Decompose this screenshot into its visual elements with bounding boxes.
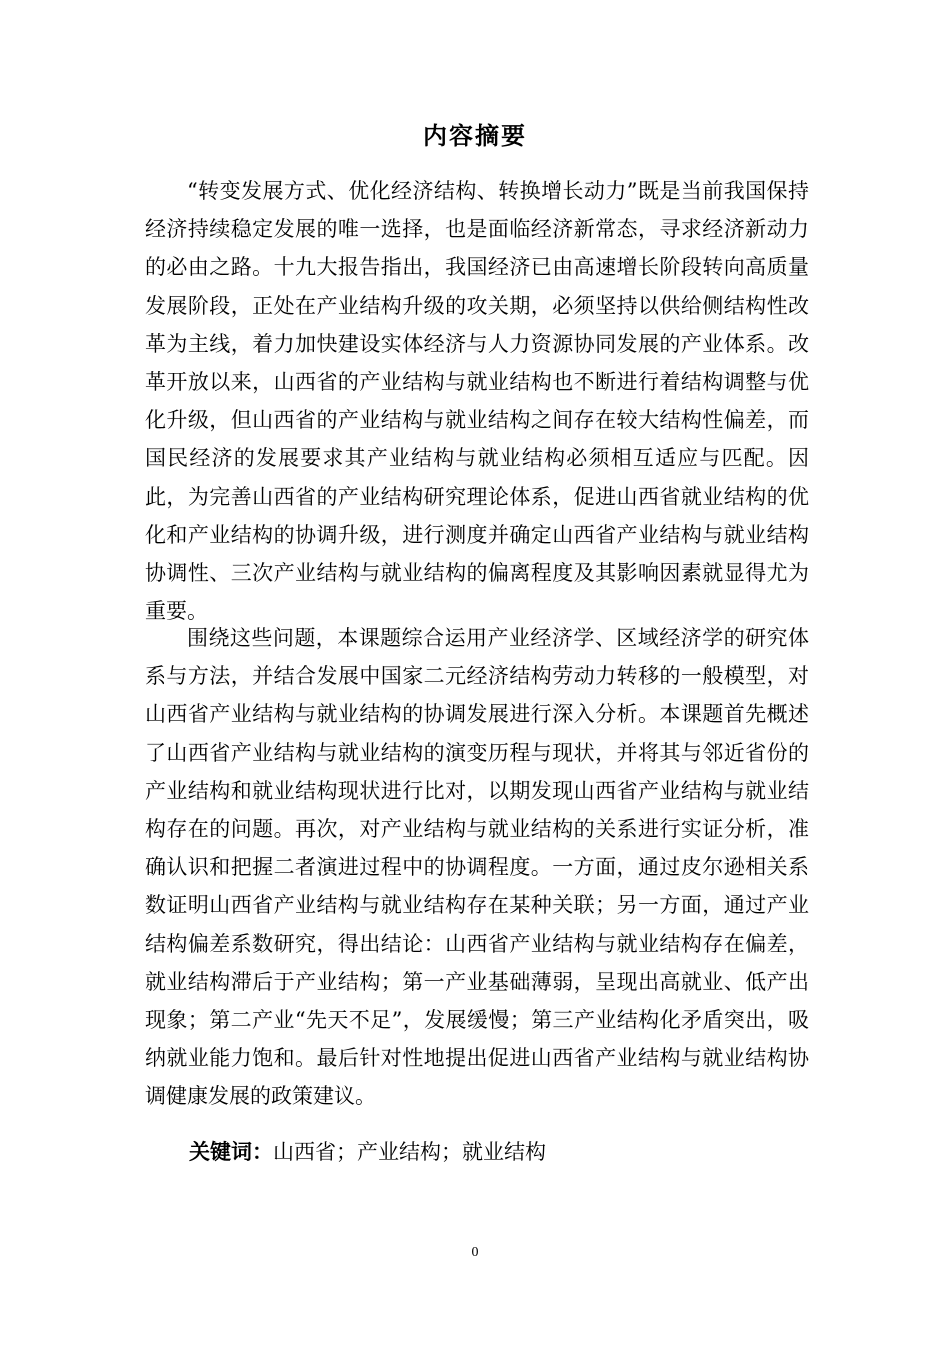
- abstract-paragraph-2: 围绕这些问题，本课题综合运用产业经济学、区域经济学的研究体系与方法，并结合发展中国家二元经济结构劳动力转移的一般模型，对山西省产业结构与就业结构的协调发展进行深入分析。本课题首先概述了山西省产业结构与就业结构的演变历程与现状，并将其与邻近省份的产业结构和就业结构现状进行比对，以期发现山西省产业结构与就业结构存在的问题。再次，对产业结构与就业结构的关系进行实证分析，准确认识和把握二者演进过程中的协调程度。一方面，通过皮尔逊相关系数证明山西省产业结构与就业结构存在某种关联；另一方面，通过产业结构偏差系数研究，得出结论：山西省产业结构与就业结构存在偏差，就业结构滞后于产业结构；第一产业基础薄弱，呈现出高就业、低产出现象；第二产业“先天不足”，发展缓慢；第三产业结构化矛盾突出，吸纳就业能力饱和。最后针对性地提出促进山西省产业结构与就业结构协调健康发展的政策建议。: [145, 626, 809, 1109]
- abstract-title: 内容摘要: [423, 121, 527, 150]
- abstract-paragraph-1: “转变发展方式、优化经济结构、转换增长动力”既是当前我国保持经济持续稳定发展的唯一选择，也是面临经济新常态，寻求经济新动力的必由之路。十九大报告指出，我国经济已由高速增长阶段转向高质量发展阶段，正处在产业结构升级的攻关期，必须坚持以供给侧结构性改革为主线，着力加快建设实体经济与人力资源协同发展的产业体系。改革开放以来，山西省的产业结构与就业结构也不断进行着结构调整与优化升级，但山西省的产业结构与就业结构之间存在较大结构性偏差，而国民经济的发展要求其产业结构与就业结构必须相互适应与匹配。因此，为完善山西省的产业结构研究理论体系，促进山西省就业结构的优化和产业结构的协调升级，进行测度并确定山西省产业结构与就业结构协调性、三次产业结构与就业结构的偏离程度及其影响因素就显得尤为重要。: [145, 179, 809, 624]
- keywords-value: 山西省；产业结构；就业结构: [273, 1140, 546, 1164]
- page-number: 0: [471, 1245, 479, 1260]
- keywords-label: 关键词：: [189, 1139, 273, 1164]
- keywords-line: [189, 1133, 546, 1171]
